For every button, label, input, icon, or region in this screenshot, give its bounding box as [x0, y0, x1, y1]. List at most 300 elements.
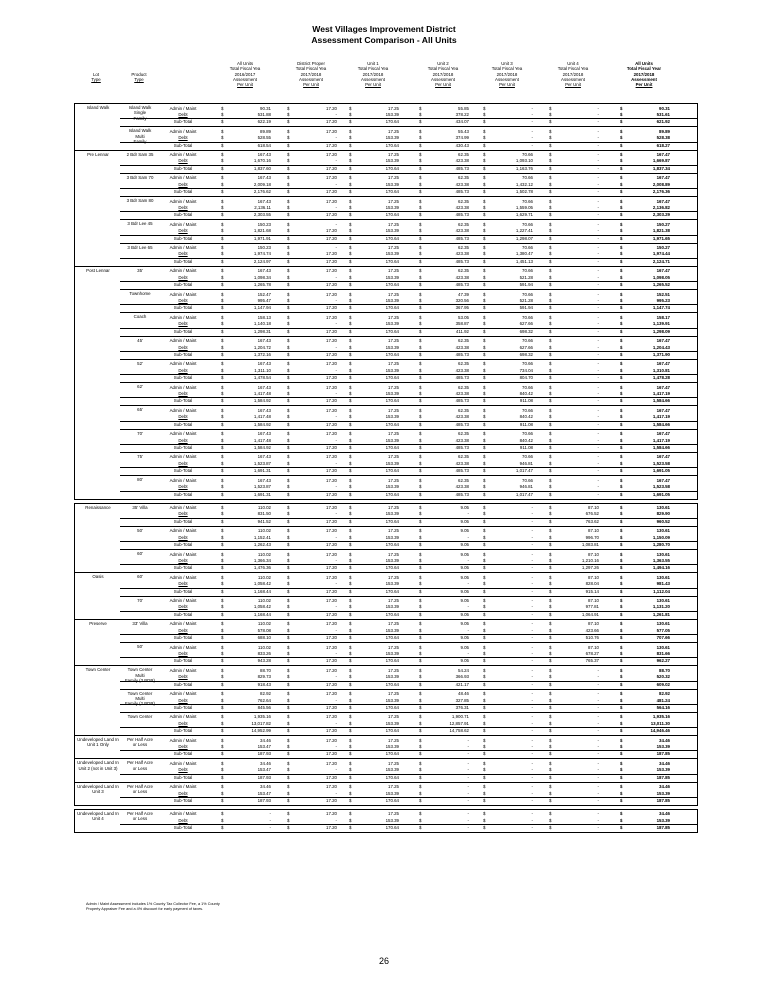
currency-symbol: $	[549, 611, 552, 617]
currency-symbol: $	[483, 175, 486, 181]
amount: 17.20	[326, 212, 337, 218]
amount: -	[597, 825, 599, 831]
amount: 87.10	[588, 644, 599, 650]
value-cell	[419, 825, 469, 831]
value-cell	[620, 565, 670, 571]
product-type-line: 65'	[137, 407, 143, 413]
currency-symbol: $	[620, 431, 623, 437]
currency-symbol: $	[349, 175, 352, 181]
column-header-line: 2017/2018	[300, 71, 322, 77]
amount: 485.73	[455, 165, 469, 171]
currency-symbol: $	[349, 245, 352, 251]
product-type-line: Family	[133, 138, 147, 144]
currency-symbol: $	[349, 384, 352, 390]
page-titles	[0, 24, 768, 45]
amount: -	[531, 565, 533, 571]
currency-symbol: $	[221, 751, 224, 757]
currency-symbol: $	[349, 338, 352, 344]
currency-symbol: $	[549, 714, 552, 720]
currency-symbol: $	[419, 644, 422, 650]
amount: 34.46	[659, 811, 670, 817]
amount: 17.25	[388, 574, 399, 580]
amount: 110.02	[257, 551, 271, 557]
row-label: Admin / Maint	[169, 384, 197, 390]
currency-symbol: $	[483, 468, 486, 474]
amount: 17.25	[388, 384, 399, 390]
currency-symbol: $	[349, 511, 352, 517]
amount: 734.04	[519, 367, 533, 373]
currency-symbol: $	[620, 477, 623, 483]
amount: 170.64	[385, 565, 399, 571]
amount: 1,058.42	[253, 604, 271, 610]
amount: 87.10	[588, 621, 599, 627]
currency-symbol: $	[483, 511, 486, 517]
value-cell	[419, 468, 469, 474]
currency-symbol: $	[349, 421, 352, 427]
currency-symbol: $	[349, 251, 352, 257]
amount: -	[531, 627, 533, 633]
amount: 485.73	[455, 282, 469, 288]
value-cell	[287, 282, 337, 288]
amount: 17.25	[388, 407, 399, 413]
product-block	[120, 620, 697, 642]
currency-symbol: $	[620, 175, 623, 181]
row-label: Admin / Maint	[169, 175, 197, 181]
value-cell	[483, 612, 533, 618]
currency-symbol: $	[483, 305, 486, 311]
value-cell	[221, 798, 271, 804]
amount: -	[597, 790, 599, 796]
currency-symbol: $	[349, 111, 352, 117]
amount: 170.64	[385, 797, 399, 803]
product-type-line: or Less	[132, 742, 148, 748]
currency-symbol: $	[221, 728, 224, 734]
amount: -	[597, 398, 599, 404]
currency-symbol: $	[349, 817, 352, 823]
amount: 1,691.05	[652, 468, 670, 474]
amount: 17.20	[326, 291, 337, 297]
value-cell	[549, 236, 599, 242]
value-cell	[287, 189, 337, 195]
amount: 423.38	[455, 414, 469, 420]
currency-symbol: $	[620, 811, 623, 817]
amount: -	[597, 760, 599, 766]
amount: -	[597, 204, 599, 210]
row-label: Debt	[178, 697, 188, 703]
currency-symbol: $	[549, 221, 552, 227]
amount: -	[531, 825, 533, 831]
currency-symbol: $	[419, 221, 422, 227]
column-header-line: Total Fiscal Yea	[427, 66, 459, 72]
amount: 1,261.81	[652, 611, 670, 617]
amount: 946.81	[519, 460, 533, 466]
amount: 1,112.04	[653, 588, 670, 594]
currency-symbol: $	[483, 528, 486, 534]
row-label: Debt	[178, 674, 188, 680]
currency-symbol: $	[221, 651, 224, 656]
value-cell	[620, 282, 670, 288]
value-cell	[221, 189, 271, 195]
currency-symbol: $	[287, 175, 290, 181]
product-block	[120, 810, 697, 832]
value-cell	[349, 492, 399, 498]
row-label: Debt	[178, 344, 188, 350]
currency-symbol: $	[620, 298, 623, 304]
currency-symbol: $	[349, 445, 352, 450]
amount: -	[597, 181, 599, 187]
row-label: Debt	[178, 484, 188, 490]
amount: -	[269, 811, 271, 817]
currency-symbol: $	[349, 635, 352, 641]
amount: 1,584.92	[253, 421, 271, 427]
currency-symbol: $	[349, 681, 352, 687]
value-cell	[483, 305, 533, 311]
value-cell	[221, 422, 271, 428]
amount: 62.35	[458, 338, 469, 344]
amount: 423.38	[455, 484, 469, 490]
value-cell	[549, 492, 599, 498]
row-label: Sub-Total	[173, 728, 193, 734]
currency-symbol: $	[221, 542, 224, 548]
currency-symbol: $	[549, 691, 552, 697]
currency-symbol: $	[287, 212, 290, 218]
amount: 17.20	[326, 518, 337, 524]
lot-group	[74, 573, 698, 620]
amount: 17.20	[326, 551, 337, 557]
currency-symbol: $	[419, 760, 422, 766]
currency-symbol: $	[483, 604, 486, 610]
row-label: Debt	[178, 111, 188, 117]
product-block	[120, 549, 697, 572]
amount: 995.23	[656, 298, 670, 304]
amount: 840.42	[519, 391, 533, 397]
value-cell	[221, 705, 271, 711]
amount: -	[335, 298, 337, 304]
currency-symbol: $	[287, 158, 290, 164]
currency-symbol: $	[221, 258, 224, 264]
currency-symbol: $	[620, 445, 623, 450]
amount: 1,971.65	[652, 235, 670, 241]
amount: 9.05	[460, 635, 469, 641]
value-cell	[287, 212, 337, 218]
product-block	[120, 736, 697, 758]
currency-symbol: $	[349, 305, 352, 311]
amount: 17.20	[326, 598, 337, 604]
currency-symbol: $	[349, 367, 352, 373]
currency-symbol: $	[287, 282, 290, 288]
currency-symbol: $	[287, 454, 290, 460]
currency-symbol: $	[221, 598, 224, 604]
currency-symbol: $	[483, 744, 486, 750]
currency-symbol: $	[287, 611, 290, 617]
column-header	[542, 61, 604, 87]
amount: 1,298.31	[253, 328, 271, 334]
amount: -	[531, 621, 533, 627]
value-cell	[287, 166, 337, 172]
currency-symbol: $	[419, 797, 422, 803]
value-cell	[549, 658, 599, 664]
lot-header-line: Type	[91, 77, 101, 83]
amount: 1,584.92	[253, 398, 271, 404]
currency-symbol: $	[620, 128, 623, 134]
column-header-line: Per Unit	[635, 82, 653, 88]
value-cell	[287, 119, 337, 125]
amount: -	[597, 797, 599, 803]
currency-symbol: $	[221, 681, 224, 687]
amount: -	[531, 658, 533, 664]
value-cell	[349, 422, 399, 428]
amount: -	[597, 344, 599, 350]
row-label: Debt	[178, 651, 188, 656]
amount: 1,380.47	[515, 251, 533, 257]
product-type-line: Town Center	[127, 713, 153, 719]
amount: -	[597, 111, 599, 117]
currency-symbol: $	[483, 681, 486, 687]
currency-symbol: $	[287, 421, 290, 427]
currency-symbol: $	[549, 774, 552, 780]
amount: 17.20	[326, 258, 337, 264]
amount: 153.39	[385, 437, 399, 443]
currency-symbol: $	[483, 581, 486, 587]
amount: 17.20	[326, 152, 337, 158]
currency-symbol: $	[620, 305, 623, 311]
amount: -	[531, 811, 533, 817]
currency-symbol: $	[349, 714, 352, 720]
currency-symbol: $	[287, 674, 290, 680]
currency-symbol: $	[349, 235, 352, 241]
amount: 1,366.34	[253, 557, 271, 563]
amount: 564.16	[656, 704, 670, 710]
currency-symbol: $	[349, 644, 352, 650]
amount: 187.85	[656, 797, 670, 803]
value-cell	[483, 282, 533, 288]
currency-symbol: $	[419, 611, 422, 617]
currency-symbol: $	[620, 737, 623, 743]
value-cell	[620, 492, 670, 498]
value-cell	[349, 658, 399, 664]
currency-symbol: $	[620, 825, 623, 831]
currency-symbol: $	[549, 505, 552, 511]
currency-symbol: $	[349, 484, 352, 490]
lot-type-label: Undeveloped Land In Unit 3	[77, 783, 119, 794]
currency-symbol: $	[221, 797, 224, 803]
row-label: Sub-Total	[173, 588, 193, 594]
currency-symbol: $	[483, 338, 486, 344]
amount: -	[467, 751, 469, 757]
subtotal-row	[120, 518, 697, 525]
value-cell	[549, 119, 599, 125]
amount: 17.25	[388, 128, 399, 134]
currency-symbol: $	[221, 282, 224, 288]
currency-symbol: $	[620, 152, 623, 158]
amount: -	[269, 825, 271, 831]
value-cell	[549, 589, 599, 595]
amount: 485.73	[455, 189, 469, 195]
currency-symbol: $	[483, 321, 486, 327]
currency-symbol: $	[549, 407, 552, 413]
subtotal-row	[120, 351, 697, 358]
currency-symbol: $	[221, 505, 224, 511]
subtotal-row	[120, 211, 697, 218]
currency-symbol: $	[483, 767, 486, 773]
currency-symbol: $	[287, 235, 290, 241]
currency-symbol: $	[483, 235, 486, 241]
amount: 421.17	[455, 681, 469, 687]
currency-symbol: $	[419, 291, 422, 297]
amount: 17.20	[326, 251, 337, 257]
value-cell	[549, 166, 599, 172]
currency-symbol: $	[419, 728, 422, 734]
currency-symbol: $	[349, 557, 352, 563]
amount: 170.64	[385, 518, 399, 524]
row-label: Admin / Maint	[169, 760, 197, 766]
value-cell	[419, 798, 469, 804]
amount: -	[597, 142, 599, 148]
amount: 87.10	[588, 528, 599, 534]
currency-symbol: $	[221, 511, 224, 517]
currency-symbol: $	[549, 460, 552, 466]
currency-symbol: $	[620, 221, 623, 227]
amount: 1,168.44	[253, 588, 271, 594]
amount: 153.39	[656, 744, 670, 750]
amount: 423.38	[455, 437, 469, 443]
currency-symbol: $	[483, 484, 486, 490]
currency-symbol: $	[349, 528, 352, 534]
amount: 17.20	[326, 574, 337, 580]
amount: 62.35	[458, 384, 469, 390]
amount: 17.20	[326, 305, 337, 311]
currency-symbol: $	[419, 651, 422, 656]
currency-symbol: $	[549, 790, 552, 796]
amount: 17.25	[388, 314, 399, 320]
currency-symbol: $	[620, 565, 623, 571]
currency-symbol: $	[549, 491, 552, 497]
row-label: Admin / Maint	[169, 505, 197, 511]
row-label: Debt	[178, 158, 188, 164]
row-label: Debt	[178, 228, 188, 234]
currency-symbol: $	[287, 437, 290, 443]
row-label: Admin / Maint	[169, 528, 197, 534]
amount: -	[531, 128, 533, 134]
amount: 167.43	[257, 384, 271, 390]
value-cell	[419, 398, 469, 404]
value-cell	[483, 542, 533, 548]
amount: -	[335, 111, 337, 117]
amount: 14,952.99	[251, 728, 271, 734]
amount: 17.20	[326, 505, 337, 511]
amount: 2,136.82	[652, 204, 670, 210]
row-label: Sub-Total	[173, 518, 193, 524]
amount: -	[597, 784, 599, 790]
currency-symbol: $	[287, 825, 290, 831]
value-cell	[287, 445, 337, 451]
amount: 962.27	[656, 658, 670, 664]
amount: 1,297.26	[581, 565, 599, 571]
subtotal-row	[120, 397, 697, 404]
amount: -	[335, 627, 337, 633]
amount: 707.66	[656, 635, 670, 641]
currency-symbol: $	[483, 437, 486, 443]
currency-symbol: $	[221, 391, 224, 397]
currency-symbol: $	[287, 681, 290, 687]
currency-symbol: $	[483, 351, 486, 357]
amount: 17.20	[326, 142, 337, 148]
amount: 17.20	[326, 774, 337, 780]
amount: 698.32	[519, 351, 533, 357]
amount: -	[597, 291, 599, 297]
currency-symbol: $	[221, 181, 224, 187]
row-label: Sub-Total	[173, 751, 193, 757]
row-label: Sub-Total	[173, 445, 193, 450]
product-block	[120, 173, 697, 196]
amount: 591.94	[519, 305, 533, 311]
amount: 1,691.05	[652, 491, 670, 497]
currency-symbol: $	[221, 565, 224, 571]
amount: 70.66	[522, 245, 533, 251]
value-cell	[620, 705, 670, 711]
currency-symbol: $	[419, 574, 422, 580]
value-cell	[419, 589, 469, 595]
row-label: Debt	[178, 460, 188, 466]
value-cell	[483, 329, 533, 335]
amount: 9.05	[460, 658, 469, 664]
currency-symbol: $	[620, 751, 623, 757]
amount: 17.25	[388, 454, 399, 460]
amount: 17.25	[388, 198, 399, 204]
amount: 327.85	[455, 697, 469, 703]
amount: 153.39	[385, 228, 399, 234]
row-label: Debt	[178, 604, 188, 610]
subtotal-row	[120, 750, 697, 757]
currency-symbol: $	[349, 158, 352, 164]
currency-symbol: $	[287, 784, 290, 790]
amount: 62.35	[458, 431, 469, 437]
currency-symbol: $	[349, 119, 352, 125]
column-header-line: Unit 3	[501, 61, 513, 66]
amount: -	[597, 691, 599, 697]
product-type-line: Multi	[135, 695, 145, 701]
product-type-line: 35' Villa	[132, 504, 148, 510]
product-block	[120, 243, 697, 266]
value-cell	[483, 422, 533, 428]
amount: 622.19	[257, 119, 271, 125]
value-cell	[287, 352, 337, 358]
value-cell	[287, 682, 337, 688]
amount: 153.39	[385, 817, 399, 823]
currency-symbol: $	[287, 534, 290, 540]
product-type-line: Per Half Acre	[127, 810, 153, 816]
subtotal-row	[120, 235, 697, 242]
currency-symbol: $	[287, 258, 290, 264]
currency-symbol: $	[419, 784, 422, 790]
value-cell	[483, 798, 533, 804]
amount: -	[597, 737, 599, 743]
currency-symbol: $	[419, 407, 422, 413]
lot-group	[74, 103, 698, 151]
amount: 485.73	[455, 375, 469, 381]
subtotal-row	[120, 611, 697, 618]
amount: 153.39	[385, 460, 399, 466]
value-cell	[483, 728, 533, 734]
amount: 187.85	[656, 751, 670, 757]
product-type-line: 3 Bdr Lee 65	[127, 244, 153, 250]
currency-symbol: $	[349, 611, 352, 617]
amount: -	[467, 825, 469, 831]
lot-group	[74, 759, 698, 782]
amount: 9.05	[460, 505, 469, 511]
amount: 153.39	[385, 321, 399, 327]
currency-symbol: $	[287, 407, 290, 413]
